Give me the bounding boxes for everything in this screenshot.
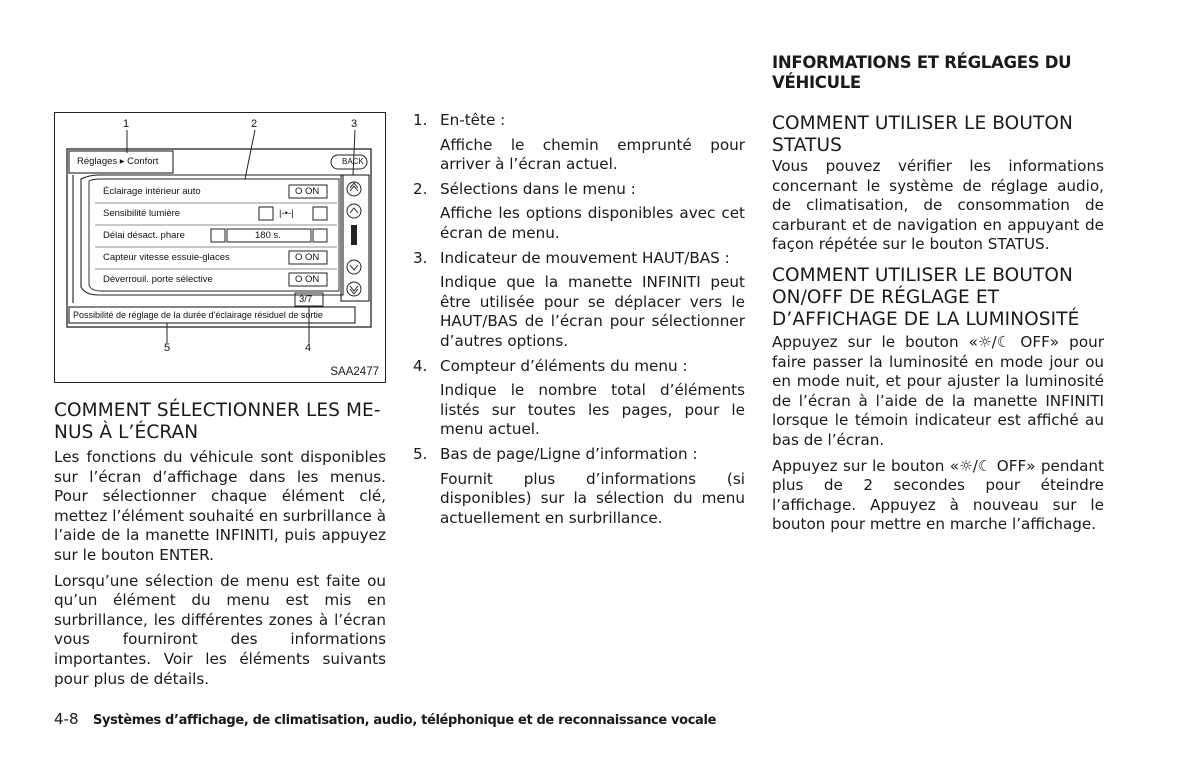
paragraph: Lorsqu’une sélection de menu est faite ou qu’un élément du menu est mis en surbrillance, les différentes zones à l’écran vous fourniront des informations importantes. Voir les éléments suivants pour plus de détails.	[54, 571, 386, 688]
paragraph: Les fonctions du véhicule sont disponibles sur l’écran d’affichage dans les menus. Pour sélectionner chaque élément clé, mettez l’élément souhaité en surbrillance à l’aide de la manette INFINITI, puis appuyez sur le bouton ENTER.	[54, 448, 386, 564]
section-heading: COMMENT UTILISER LE BOUTON ON/OFF DE RÉGLAGE ET D’AFFICHAGE DE LA LUMINOSITÉ	[772, 264, 1080, 330]
item-number: 5.	[413, 444, 428, 463]
figure-code: SAA2477	[330, 366, 379, 378]
section-heading: COMMENT UTILISER LE BOUTON STATUS	[772, 113, 1073, 156]
callout-3: 3	[351, 118, 358, 130]
item-number: 1.	[413, 111, 428, 129]
item-title: Bas de page/Ligne d’information :	[440, 444, 698, 463]
item-title: En-tête :	[440, 111, 506, 129]
menu-item-control[interactable]: |-•-|	[279, 208, 294, 219]
callout-5: 5	[164, 342, 171, 354]
item-description: Indique le nombre total d’éléments listés sur toutes les pages, pour le menu actuel.	[440, 381, 745, 439]
menu-item-control[interactable]: O ON	[295, 186, 320, 197]
menu-item-counter: 3/7	[299, 294, 313, 305]
left-column	[54, 400, 386, 695]
menu-item-label[interactable]: Éclairage intérieur auto	[103, 186, 201, 197]
item-title: Sélections dans le menu :	[440, 179, 636, 198]
item-title: Compteur d’éléments du menu :	[440, 356, 688, 375]
right-column	[772, 53, 1104, 541]
list-item	[413, 445, 745, 528]
menu-item-control[interactable]: O ON	[295, 274, 320, 285]
chapter-heading: INFORMATIONS ET RÉGLAGES DU VÉHICULE	[772, 53, 1072, 92]
screen-diagram-figure	[54, 112, 386, 383]
menu-item-label[interactable]: Capteur vitesse essuie-glaces	[103, 252, 230, 263]
callout-4: 4	[305, 342, 312, 354]
item-description: Affiche le chemin emprunté pour arriver à l’écran actuel.	[440, 135, 745, 174]
item-description: Affiche les options disponibles avec cet écran de menu.	[440, 204, 745, 242]
screen-breadcrumb: Réglages ▸ Confort	[77, 156, 159, 167]
item-title: Indicateur de mouvement HAUT/BAS :	[440, 248, 730, 267]
menu-item-control[interactable]: 180 s.	[255, 230, 281, 241]
item-number: 4.	[413, 356, 428, 375]
section-heading: COMMENT SÉLECTIONNER LES ME-NUS À L’ÉCRAN	[54, 400, 381, 443]
chapter-title: Systèmes d’affichage, de climatisation, audio, téléphonique et de reconnaissance vocale	[92, 713, 717, 728]
paragraph: Appuyez sur le bouton «☼/☾ OFF» pendant plus de 2 secondes pour éteindre l’affichage. Appuyez à nouveau sur le bouton pour mettre en marche l’affichage.	[772, 456, 1104, 534]
paragraph: Vous pouvez vérifier les informations concernant le système de réglage audio, de climatisation, de consommation de carburant et de navigation en appuyant de façon répétée sur le bouton STATUS.	[772, 157, 1104, 254]
item-number: 3.	[413, 248, 428, 267]
page-footer	[54, 710, 716, 728]
info-line: Possibilité de réglage de la durée d'éclairage résiduel de sortie	[73, 310, 323, 320]
item-number: 2.	[413, 179, 428, 198]
middle-column	[413, 111, 745, 533]
item-description: Fournit plus d’informations (si disponibles) sur la sélection du menu actuellement en surbrillance.	[440, 469, 745, 527]
menu-item-label[interactable]: Délai désact. phare	[103, 230, 185, 241]
callout-2: 2	[251, 118, 258, 130]
callout-1: 1	[123, 118, 130, 130]
screen-diagram-drawing	[55, 113, 387, 384]
menu-item-label[interactable]: Déverrouil. porte sélective	[103, 274, 213, 285]
list-item	[413, 357, 745, 440]
list-item	[413, 111, 745, 175]
item-description: Indique que la manette INFINITI peut être utilisée pour se déplacer vers le HAUT/BAS de l’écran pour sélectionner d’autres options.	[440, 273, 745, 350]
paragraph: Appuyez sur le bouton «☼/☾ OFF» pour faire passer la luminosité en mode jour ou en mode nuit, et pour ajuster la luminosité de l’écran à l’aide de la manette INFINITI lorsque le témoin indicateur est affiché au bas de l’écran.	[772, 332, 1104, 449]
page-number: 4-8	[54, 710, 79, 728]
menu-item-label[interactable]: Sensibilité lumière	[103, 208, 181, 219]
menu-item-control[interactable]: O ON	[295, 252, 320, 263]
list-item	[413, 249, 745, 352]
back-button[interactable]: BACK	[342, 157, 364, 166]
list-item	[413, 180, 745, 244]
